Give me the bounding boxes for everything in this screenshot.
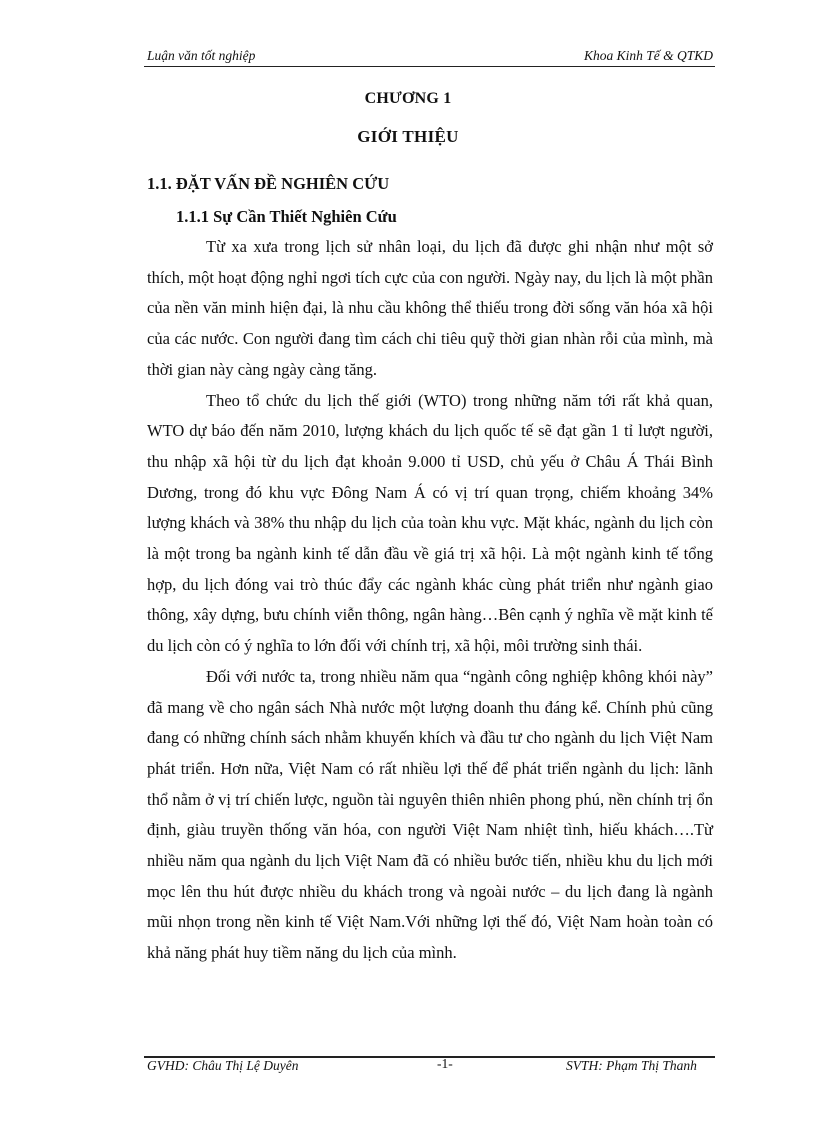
paragraph-2: Theo tổ chức du lịch thế giới (WTO) trong những năm tới rất khả quan, WTO dự báo đến năm 2010, lượng khách du lịch quốc tế sẽ đạt gần 1 tỉ lượt người, thu nhập xã hội từ du lịch đạt khoản 9.000 tỉ USD, chủ yếu ở Châu Á Thái Bình Dương, trong đó khu vực Đông Nam Á có vị trí quan trọng, chiếm khoảng 34% lượng khách và 38% thu nhập du lịch của toàn khu vực. Mặt khác, ngành du lịch còn là một trong ba ngành kinh tế dẫn đầu về giá trị xã hội. Là một ngành kinh tế tổng hợp, du lịch đóng vai trò thúc đẩy các ngành khác cùng phát triển như ngành giao thông, xây dựng, bưu chính viễn thông, ngân hàng…Bên cạnh ý nghĩa về mặt kinh tế du lịch còn có ý nghĩa to lớn đối với chính trị, xã hội, môi trường sinh thái. (147, 390, 713, 656)
header-thesis-label: Luận văn tốt nghiệp (147, 48, 256, 63)
footer-advisor: GVHD: Châu Thị Lệ Duyên (147, 1058, 299, 1073)
paragraph-1: Từ xa xưa trong lịch sử nhân loại, du lịch đã được ghi nhận như một sở thích, một hoạt động nghỉ ngơi tích cực của con người. Ngày nay, du lịch là một phần của nền văn minh hiện đại, là nhu cầu không thể thiếu trong đời sống văn hóa xã hội của các nước. Con người đang tìm cách chi tiêu quỹ thời gian nhàn rỗi của mình, mà thời gian này càng ngày càng tăng. (147, 237, 713, 379)
header-divider (144, 66, 715, 67)
subsection-heading: 1.1.1 Sự Cần Thiết Nghiên Cứu (176, 207, 397, 226)
footer-student: SVTH: Phạm Thị Thanh (566, 1058, 697, 1073)
chapter-title: GIỚI THIỆU (357, 127, 459, 146)
page-header (147, 48, 713, 66)
header-faculty-label: Khoa Kinh Tế & QTKD (583, 48, 713, 63)
page-number: -1- (437, 1056, 453, 1071)
chapter-number: CHƯƠNG 1 (364, 90, 452, 107)
paragraph-3: Đối với nước ta, trong nhiều năm qua “ngành công nghiệp không khói này” đã mang về cho ngân sách Nhà nước một lượng doanh thu đáng kể. Chính phủ cũng đang có những chính sách nhằm khuyến khích và đầu tư cho ngành du lịch Việt Nam phát triển. Hơn nữa, Việt Nam có rất nhiều lợi thế để phát triển ngành du lịch: lãnh thổ nằm ở vị trí chiến lược, nguồn tài nguyên thiên nhiên phong phú, nền chính trị ổn định, giàu truyền thống văn hóa, con người Việt Nam nhiệt tình, hiếu khách….Từ nhiều năm qua ngành du lịch Việt Nam đã có nhiều bước tiến, nhiều khu du lịch mới mọc lên thu hút được nhiều du khách trong và ngoài nước – du lịch đang là ngành mũi nhọn trong nền kinh tế Việt Nam.Với những lợi thế đó, Việt Nam hoàn toàn có khả năng phát huy tiềm năng du lịch của mình. (147, 666, 713, 963)
section-heading: 1.1. ĐẶT VẤN ĐỀ NGHIÊN CỨU (147, 174, 390, 193)
page-footer (147, 1058, 713, 1076)
body-text (147, 232, 713, 969)
